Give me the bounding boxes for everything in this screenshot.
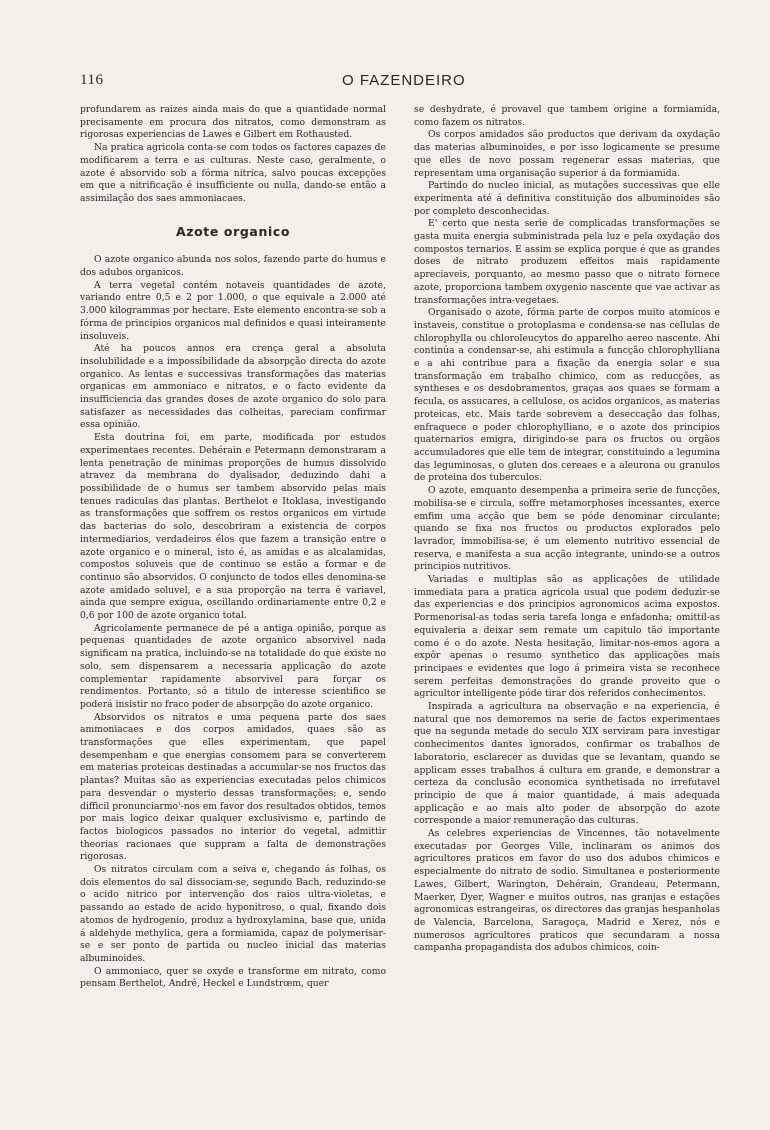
paragraph: As celebres experiencias de Vincennes, tão notavelmente executadas por Georges Ville, inclinaram os animos dos agricultores praticos em favor do uso dos adubos chimicos e especialmente do nitrato de sodio. Simultanea e posteriormente Lawes, Gilbert, Warington, Dehérain, Grandeau, Petermann, Maerker, Dyer, Wagner e muitos outros, nas granjas e estações agronomicas estrangeiras, os directores das granjas hespanholas de Valencia, Barcelona, Saragoça, Madrid e Xerez, nós e numerosos agricultores praticos que secundaram a nossa campanha propagandista dos adubos chimicos, coin- — [414, 828, 720, 954]
paragraph: se deshydrate, é provavel que tambem origine a formiamida, como fazem os nitratos. — [414, 104, 720, 128]
section-heading: Azote organico — [175, 223, 291, 239]
paragraph: Partindo do nucleo inicial, as mutações successivas que elle experimenta até á definitiva constituição dos albuminoides são por completo desconhecidas. — [414, 180, 720, 217]
paragraph: O azote, emquanto desempenha a primeira serie de funcções, mobilisa-se e circula, soffre metamorphoses incessantes, exerce emfim uma acção que bem se póde denominar circulante; quando se fixa nos fructos ou productos explorados pelo lavrador, immobilisa-se, é um elemento nutritivo essencial de reserva, e manifesta a sua acção integrante, unindo-se a outros principios nutritivos. — [414, 485, 720, 573]
paragraph: Organisado o azote, fórma parte de corpos muito atomicos e instaveis, constitue o protoplasma e condensa-se nas cellulas de chlorophylla ou chloroleucytos do apparelho aereo nascente. Ahi continúa a condensar-se, ahi estimula a funcção chlorophylliana e a ahi contribue para a fixação da energia solar e sua transformação em trabalho chimico, com as reducções, as syntheses e os desdobramentos, graças aos quaes se formam a fecula, os assucares, a cellulose, os acidos organicos, as materias proteicas, etc. Mais tarde sobrevem a deseccação das folhas, enfraquece o poder chlorophylliano, e o azote dos principios quaternarios emigra, dirigindo-se para os fructos ou orgãos accumuladores que elle tem de integrar, constituindo a legumina das leguminosas, o gluten dos cereaes e a aleurona ou granulos de proteina dos tuberculos. — [414, 307, 720, 484]
paragraph: E' certo que nesta serie de complicadas transformações se gasta muita energia subministrada pela luz e pela oxydação dos compostos ternarios. E assim se explica porque é que as grandes doses de nitrato produzem effeitos mais rapidamente apreciaveis, porquanto, ao mesmo passo que o nitrato fornece azote, proporciona tambem oxygenio nascente que vae activar as transformações intra-vegetaes. — [414, 218, 720, 306]
paragraph: Os nitratos circulam com a seiva e, chegando ás folhas, os dois elementos do sal dissociam-se, segundo Bach, reduzindo-se o acido nitrico por intervenção dos raios ultra-violetas, e passando ao estado de acido hyponitroso, o qual, fixando dois atomos de hydrogenio, produz a hydroxylamina, base que, unida á aldehyde methylica, gera a formiamida, capaz de polymerisar-se e ser ponto de partida ou nucleo inicial das materias albuminoides. — [80, 864, 386, 964]
page-number: 116 — [80, 72, 104, 88]
paragraph: Variadas e multiplas são as applicações de utilidade immediata para a pratica agricola usual que podem deduzir-se das experiencias e dos principios agronomicos acima expostos. Pormenorisal-as todas seria tarefa longa e enfadonha; omittil-as equivaleria a deixar sem remate um capitulo tão importante como é o do azote. Nesta hesitação, limitar-nos-emos agora a expôr apenas o resumo synthetico das applicações mais principaes e evidentes que logo á primeira vista se reconhece serem perfeitas demonstrações do grande proveito que o agricultor intelligente póde tirar dos referidos conhecimentos. — [414, 574, 720, 700]
paragraph: profundarem as raizes ainda mais do que a quantidade normal precisamente em procura dos nitratos, como demonstram as rigorosas experiencias de Lawes e Gilbert em Rothausted. — [80, 104, 386, 141]
left-column — [80, 104, 386, 991]
running-title: O FAZENDEIRO — [342, 72, 466, 89]
paragraph: A terra vegetal contém notaveis quantidades de azote, variando entre 0,5 e 2 por 1.000, o que equivale a 2.000 até 3.000 kilogrammas por hectare. Este elemento encontra-se sob a fórma de principios organicos mal definidos e quasi inteiramente insoluveis. — [80, 279, 386, 342]
paragraph: Inspirada a agricultura na observação e na experiencia, é natural que nos demoremos na serie de factos experimentaes que na segunda metade do seculo XIX serviram para investigar conhecimentos dantes ignorados, confirmar os trabalhos de laboratorio, esclarecer as duvidas que se levantam, quando se applicam esses trabalhos á cultura em grande, e demonstrar a certeza da conclusão economica synthetisada no irrefutavel principio de que á maior quantidade, á mais adequada applicação e ao mais alto poder de absorpção do azote corresponde a maior remuneração das culturas. — [414, 701, 720, 827]
page-header — [80, 72, 724, 92]
right-column — [414, 104, 720, 955]
paragraph: O azote organico abunda nos solos, fazendo parte do humus e dos adubos organicos. — [80, 254, 386, 279]
paragraph: Absorvidos os nitratos e uma pequena parte dos saes ammoniacaes e dos corpos amidados, quaes são as transformações que elles experimentam, que papel desempenham e que energias consomem para se converterem em materias proteicas destinadas a accumular-se nos fructos das plantas? Muitas são as experiencias executadas pelos chimicos para desvendar o mysterio dessas transformações; e, sendo difficil pronunciarmo'-nos em favor dos resultados obtidos, temos por mais logico deixar qualquer exclusivismo e, partindo de factos biologicos passados no interior do vegetal, admittir theorias racionaes que suppram a falta de demonstrações rigorosas. — [80, 711, 386, 863]
paragraph: Na pratica agricola conta-se com todos os factores capazes de modificarem a terra e as culturas. Neste caso, geralmente, o azote é absorvido sob a fórma nitrica, salvo poucas excepções em que a nitrificação é insufficiente ou nulla, dando-se então a assimilação dos saes ammoniacaes. — [80, 142, 386, 204]
paragraph: Até ha poucos annos era crença geral a absoluta insolubilidade e a impossibilidade da absorpção directa do azote organico. As lentas e successivas transformações das materias organicas em ammoniaco e nitratos, e o facto evidente da insufficiencia das grandes doses de azote organico do solo para satisfazer as necessidades das colheitas, pareciam confirmar essa opinião. — [80, 343, 386, 431]
paragraph: Esta doutrina foi, em parte, modificada por estudos experimentaes recentes. Dehérain e Petermann demonstraram a lenta penetração de minimas proporções de humus dissolvido atravez da membrana do dyalisador, deduzindo dahi a possibilidade de o humus ser tambem absorvido pelas mais tenues radiculas das plantas. Berthelot e Itoklasa, investigando as transformações que soffrem os restos organicos em virtude das bacterias do solo, descobriram a existencia de corpos intermediarios, verdadeiros élos que fazem a transição entre o azote organico e o mineral, isto é, as amidas e as alcalamidas, compostos soluveis que de continuo se estão a formar e de continuo são absorvidos. O conjuncto de todos elles denomina-se azote amidado soluvel, e a sua proporção na terra é variavel, ainda que sempre exigua, oscillando ordinariamente entre 0,2 e 0,6 por 100 de azote organico total. — [80, 432, 386, 622]
paragraph: Os corpos amidados são productos que derivam da oxydação das materias albuminoides, e por isso logicamente se presume que elles de novo possam regenerar essas materias, que representam uma organisação superior á da formiamida. — [414, 129, 720, 179]
paragraph: Agricolamente permanece de pé a antiga opinião, porque as pequenas quantidades de azote organico absorvivel nada significam na pratica, incluindo-se na totalidade do que existe no solo, sem dispensarem a necessaria applicação do azote complementar rapidamente absorvivel para forçar os rendimentos. Portanto, só a titulo de interesse scientifico se poderá insistir no fraco poder de absorpção do azote organico. — [80, 622, 386, 710]
paragraph: O ammoniaco, quer se oxyde e transforme em nitrato, como pensam Berthelot, André, Heckel e Lundstrœm, quer — [80, 965, 386, 990]
